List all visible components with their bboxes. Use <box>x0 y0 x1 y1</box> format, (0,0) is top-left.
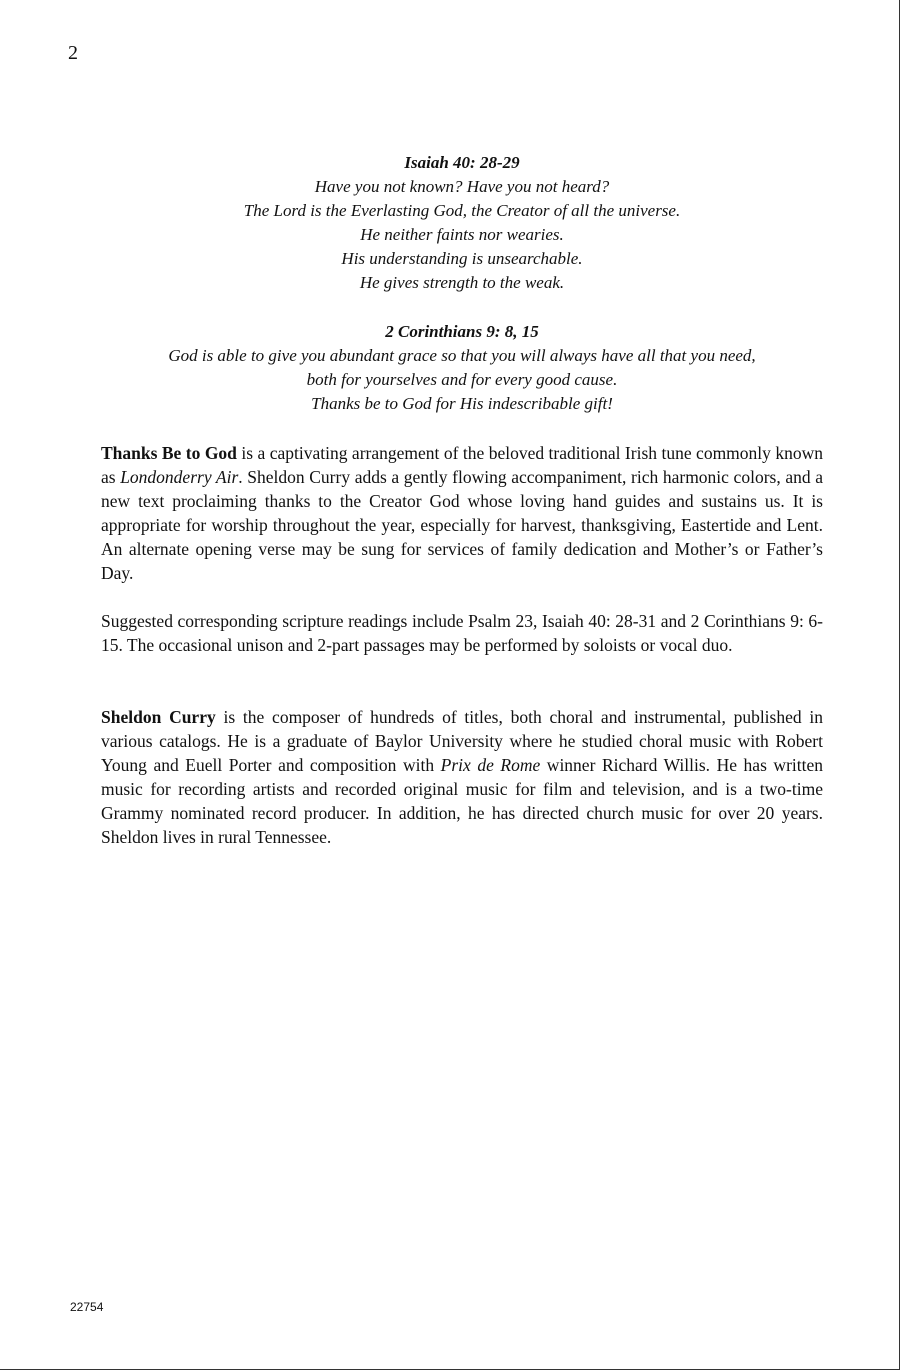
scripture-reference: Isaiah 40: 28-29 <box>404 153 520 172</box>
scripture-isaiah <box>100 151 824 295</box>
description-text: . Sheldon Curry adds a gently flowing accompaniment, rich harmonic colors, and a new text proclaiming thanks to the Creator God whose loving hand guides and sustains us. It is appropriate for worship throughout the year, especially for harvest, thanksgiving, Eastertide and Lent. An alternate opening verse may be sung for services of family dedication and Mother’s or Father’s Day. <box>101 467 823 583</box>
scripture-line: The Lord is the Everlasting God, the Creator of all the universe. <box>243 201 681 220</box>
scripture-line: He gives strength to the weak. <box>359 273 565 292</box>
scripture-reference: 2 Corinthians 9: 8, 15 <box>385 322 539 341</box>
scripture-suggestions: Suggested corresponding scripture readings include Psalm 23, Isaiah 40: 28-31 and 2 Corinthians 9: 6-15. The occasional unison and 2-part passages may be performed by soloists or vocal duo. <box>101 611 823 655</box>
bio-text: is the composer of hundreds of titles, both choral and instrumental, published in various catalogs. He is a graduate of Baylor University where he studied choral music with Robert Young and Euell Porter and composition with <box>101 707 823 775</box>
composer-bio <box>101 705 823 849</box>
scripture-line: Thanks be to God for His indescribable gift! <box>311 394 613 413</box>
page-number: 2 <box>68 42 78 64</box>
scripture-line: God is able to give you abundant grace so that you will always have all that you need, <box>168 346 756 365</box>
bio-text: winner Richard Willis. He has written music for recording artists and recorded original music for film and television, and is a two-time Grammy nominated record producer. In addition, he has directed church music for over 20 years. Sheldon lives in rural Tennessee. <box>101 755 823 847</box>
arrangement-description <box>101 441 823 585</box>
catalog-number: 22754 <box>70 1300 104 1314</box>
piece-title: Thanks Be to God <box>101 443 237 463</box>
award-name: Prix de Rome <box>440 755 541 775</box>
scripture-line: His understanding is unsearchable. <box>341 249 583 268</box>
scripture-corinthians <box>100 320 824 416</box>
scripture-line: He neither faints nor wearies. <box>360 225 564 244</box>
scripture-line: both for yourselves and for every good cause. <box>306 370 618 389</box>
description-text: is a captivating arrangement of the beloved traditional Irish tune commonly known as <box>101 443 823 487</box>
tune-name: Londonderry Air <box>120 467 239 487</box>
composer-name: Sheldon Curry <box>101 707 216 727</box>
scripture-line: Have you not known? Have you not heard? <box>314 177 610 196</box>
